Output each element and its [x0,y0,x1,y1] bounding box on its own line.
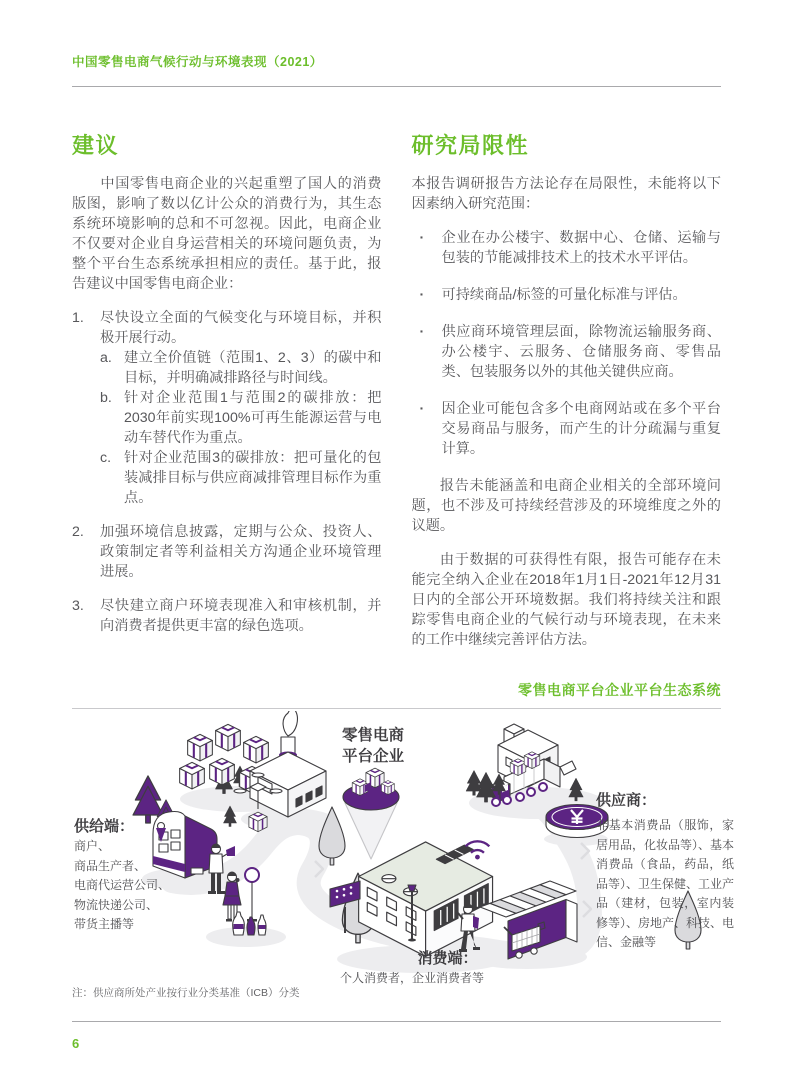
list-subitem: b. 针对企业范围1与范围2的碳排放：把2030年前实现100%可再生能源运营与电动车替代作为重点。 [100,390,382,446]
platform-label: 零售电商 平台企业 [342,727,405,765]
header-divider [72,86,721,87]
list-item: 2. 加强环境信息披露，定期与公众、投资人、政策制定者等利益相关方沟通企业环境管理进展。 [72,524,382,580]
figure-note: 注：供应商所处产业按行业分类基准（ICB）分类 [72,987,300,999]
bullet-item: · 企业在办公楼宇、数据中心、仓储、运输与包装的节能减排技术上的技术水平评估。 [412,228,722,268]
recommendations-column [72,129,382,664]
limitations-paragraph: 报告未能涵盖和电商企业相关的全部环境问题，也不涉及可持续经营涉及的环境维度之外的议题。 [411,478,721,534]
list-item: 3. 尽快建立商户环境表现准入和审核机制，并向消费者提供更丰富的绿色选项。 [72,598,382,634]
consumer-side-label: 消费端： 个人消费者，企业消费者等 [340,950,485,985]
list-item: 1. 尽快设立全面的气候变化与环境目标，并积极开展行动。 [72,310,382,346]
bullet-item: · 可持续商品/标签的可量化标准与评估。 [412,285,722,305]
content-columns [72,129,721,664]
vases-icon [230,912,266,941]
figure-title: 零售电商平台企业平台生态系统 [518,682,721,698]
list-subitem: a. 建立全价值链（范围1、2、3）的碳中和目标，并明确减排路径与时间线。 [100,350,382,386]
limitations-column [412,129,722,664]
bullet-item: · 供应商环境管理层面，除物流运输服务商、办公楼宇、云服务、仓储服务商、零售品类、包装服务以外的其他关键供应商。 [412,322,722,382]
limitations-intro: 本报告调研报告方法论存在局限性，未能将以下因素纳入研究范围： [411,176,721,212]
list-subitem: c. 针对企业范围3的碳排放：把可量化的包装减排目标与供应商减排管理目标作为重点。 [100,450,382,506]
document-header: 中国零售电商气候行动与环境表现（2021） [72,55,323,69]
ecosystem-illustration [72,711,735,1003]
factory-icon [250,711,326,817]
funnel-icon [343,768,399,859]
supplier-label: 供应商： 非基本消费品（服饰，家居用品，化妆品等）、基本消费品（食品，药品，纸品等）、卫生保健、工业产品（建材，包装，室内装修等）、房地产、科技、电信、金融等 [596,792,735,949]
recommendations-intro: 中国零售电商企业的兴起重塑了国人的消费版图，影响了数以亿计公众的消费行为，其生态系统环境影响的总和不可忽视。因此，电商企业不仅要对企业自身运营相关的环境问题负责，为整个平台生态系统承担相应的责任。基于此，报告建议中国零售电商企业： [72,176,382,292]
bullet-item: · 因企业可能包含多个电商网站或在多个平台交易商品与服务，而产生的计分疏漏与重复计算。 [412,399,722,459]
figure-divider [72,708,721,709]
footer-divider [72,1021,721,1022]
supply-side-label: 供给端： 商户、 商品生产者、 电商代运营公司、 物流快递公司、 带货主播等 [74,818,171,931]
limitations-heading: 研究局限性 [411,133,530,158]
page-number: 6 [72,1036,80,1051]
limitations-paragraph: 由于数据的可获得性有限，报告可能存在未能完全纳入企业在2018年1月1日-2021年12月31日内的全部公开环境数据。我们将持续关注和跟踪零售电商企业的气候行动与环境表现，在未来的工作中继续完善评估方法。 [411,552,721,648]
recommendations-heading: 建议 [72,133,120,158]
